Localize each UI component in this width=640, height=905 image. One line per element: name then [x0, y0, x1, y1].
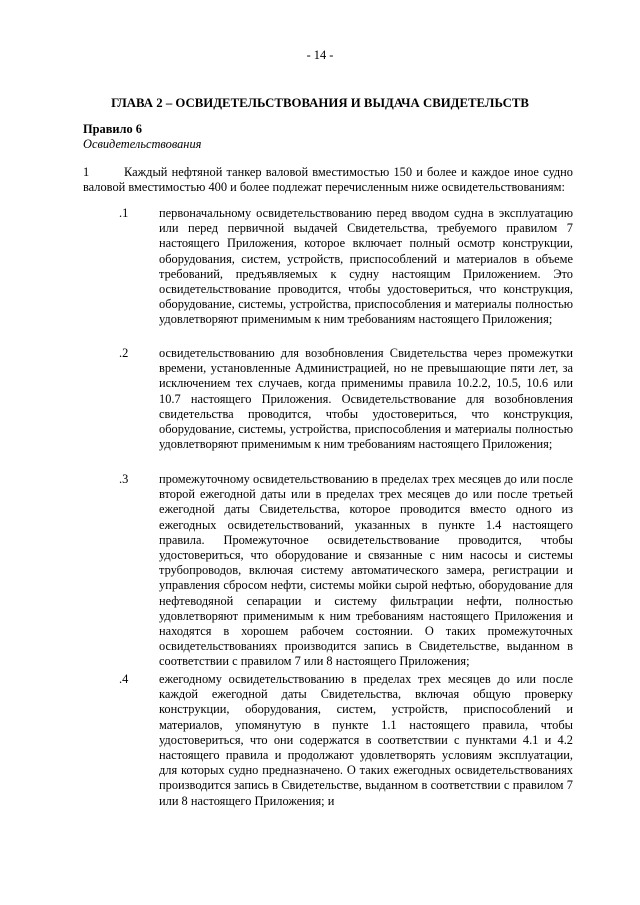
- paragraph-1-line-1: [83, 165, 573, 180]
- page-number: - 14 -: [306, 48, 334, 62]
- chapter-title: ГЛАВА 2 – ОСВИДЕТЕЛЬСТВОВАНИЯ И ВЫДАЧА СВИДЕТЕЛЬСТВ: [111, 96, 529, 110]
- rule-title: Правило 6: [83, 122, 142, 136]
- paragraph-1: [83, 165, 573, 195]
- list-item-mark: .4: [119, 672, 129, 686]
- paragraph-1-line-2: валовой вместимостью 400 и более подлежат перечисленным ниже освидетельствованиям:: [83, 180, 565, 195]
- paragraph-1-text-1: Каждый нефтяной танкер валовой вместимостью 150 и более и каждое иное судно: [124, 165, 573, 179]
- list-item-mark: .1: [119, 206, 129, 220]
- list-item-text: ежегодному освидетельствованию в пределах трех месяцев до или после каждой ежегодной даты Свидетельства, включая общую проверку конструкции, оборудования, систем, устройств, приспособлений и материалов, упомянутую в пункте 1.1 настоящего правила, чтобы удостовериться, что они содержатся в соответствии с пунктами 4.1 и 4.2 настоящего правила и продолжают удовлетворять условиям эксплуатации, для которых судно предназначено. О таких ежегодных освидетельствованиях производится запись в Свидетельстве, выданном в соответствии с правилом 7 или 8 настоящего Приложения; и: [159, 672, 573, 808]
- list-item-mark: .2: [119, 346, 129, 360]
- rule-subtitle: Освидетельствования: [83, 137, 202, 151]
- list-item-mark: .3: [119, 472, 129, 486]
- paragraph-1-number: 1: [83, 165, 90, 179]
- list-item-text: первоначальному освидетельствованию перед вводом судна в эксплуатацию или перед первичной выдачей Свидетельства, требуемого правилом 7 настоящего Приложения, которое включает полный осмотр конструкции, оборудования, систем, устройств, приспособлений и материалов в объеме требований, предъявляемых к судну настоящим Приложением. Это освидетельствование проводится, чтобы удостовериться, что конструкция, оборудование, системы, устройства, приспособления и материалы полностью удовлетворяют применимым к ним требованиям настоящего Приложения;: [159, 206, 573, 327]
- list-item-text: промежуточному освидетельствованию в пределах трех месяцев до или после второй ежегодной даты или в пределах трех месяцев до или после третьей ежегодной даты Свидетельства, которое проводится вместо одного из ежегодных освидетельствований, указанных в пункте 1.4 настоящего правила. Промежуточное освидетельствование проводится, чтобы удостовериться, что оборудование и связанные с ним насосы и системы трубопроводов, включая систему автоматического замера, регистрации и управления сбросом нефти, системы мойки сырой нефтью, оборудование для нефтеводяной сепарации и систему фильтрации нефти, полностью удовлетворяют применимым к ним требованиям настоящего Приложения и находятся в хорошем рабочем состоянии. О таких промежуточных освидетельствованиях производится запись в Свидетельстве, выданном в соответствии с правилом 7 или 8 настоящего Приложения;: [159, 472, 573, 669]
- list-item-text: освидетельствованию для возобновления Свидетельства через промежутки времени, установленные Администрацией, но не превышающие пяти лет, за исключением тех случаев, когда применимы правила 10.2.2, 10.5, 10.6 или 10.7 настоящего Приложения. Освидетельствование для возобновления свидетельства проводится, чтобы удостовериться, что конструкция, оборудование, системы, устройства, приспособления и материалы полностью удовлетворяют применимым к ним требованиям настоящего Приложения;: [159, 346, 573, 452]
